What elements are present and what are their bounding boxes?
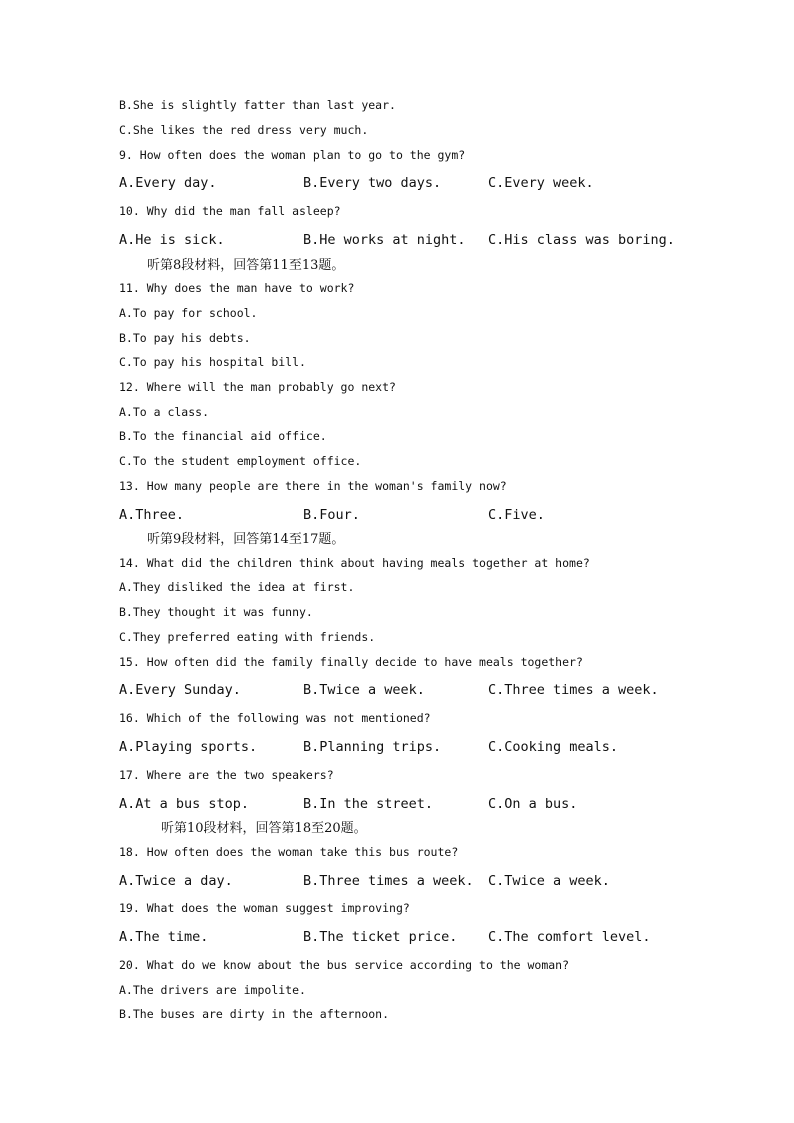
q20-option-a: A.The drivers are impolite.: [119, 983, 306, 997]
question-20: 20. What do we know about the bus service according to the woman?: [119, 958, 570, 972]
q11-option-c: C.To pay his hospital bill.: [119, 355, 306, 369]
q14-option-a: A.They disliked the idea at first.: [119, 580, 355, 594]
q17-option-b: B.In the street.: [303, 796, 434, 812]
question-10: 10. Why did the man fall asleep?: [119, 204, 341, 218]
q16-option-c: C.Cooking meals.: [488, 739, 619, 755]
question-16: 16. Which of the following was not mentioned?: [119, 711, 431, 725]
q15-option-c: C.Three times a week.: [488, 682, 659, 698]
q16-option-b: B.Planning trips.: [303, 739, 442, 755]
q20-option-b: B.The buses are dirty in the afternoon.: [119, 1007, 390, 1021]
q12-option-a: A.To a class.: [119, 405, 210, 419]
q16-option-a: A.Playing sports.: [119, 739, 258, 755]
q9-option-b: B.Every two days.: [303, 175, 442, 191]
question-12: 12. Where will the man probably go next?: [119, 380, 396, 394]
q10-option-a: A.He is sick.: [119, 232, 225, 248]
section-10-instruction: 听第10段材料，回答第18至20题。: [161, 821, 367, 836]
q13-option-c: C.Five.: [488, 507, 545, 523]
q19-option-c: C.The comfort level.: [488, 929, 651, 945]
q9-option-c: C.Every week.: [488, 175, 594, 191]
q19-option-a: A.The time.: [119, 929, 209, 945]
q13-option-b: B.Four.: [303, 507, 360, 523]
question-13: 13. How many people are there in the woman's family now?: [119, 479, 507, 493]
q11-option-a: A.To pay for school.: [119, 306, 258, 320]
q12-option-c: C.To the student employment office.: [119, 454, 362, 468]
q10-option-c: C.His class was boring.: [488, 232, 675, 248]
q18-option-a: A.Twice a day.: [119, 873, 233, 889]
question-9: 9. How often does the woman plan to go to the gym?: [119, 148, 466, 162]
question-14: 14. What did the children think about having meals together at home?: [119, 556, 590, 570]
q13-option-a: A.Three.: [119, 507, 185, 523]
q12-option-b: B.To the financial aid office.: [119, 429, 327, 443]
q14-option-b: B.They thought it was funny.: [119, 605, 313, 619]
q17-option-c: C.On a bus.: [488, 796, 578, 812]
question-18: 18. How often does the woman take this bus route?: [119, 845, 459, 859]
section-9-instruction: 听第9段材料，回答第14至17题。: [147, 532, 345, 547]
q19-option-b: B.The ticket price.: [303, 929, 458, 945]
q15-option-a: A.Every Sunday.: [119, 682, 241, 698]
question-19: 19. What does the woman suggest improving?: [119, 901, 410, 915]
q14-option-c: C.They preferred eating with friends.: [119, 630, 376, 644]
q17-option-a: A.At a bus stop.: [119, 796, 250, 812]
question-17: 17. Where are the two speakers?: [119, 768, 334, 782]
question-11: 11. Why does the man have to work?: [119, 281, 355, 295]
q11-option-b: B.To pay his debts.: [119, 331, 251, 345]
q8-option-c: C.She likes the red dress very much.: [119, 123, 369, 137]
q15-option-b: B.Twice a week.: [303, 682, 425, 698]
q9-option-a: A.Every day.: [119, 175, 217, 191]
question-15: 15. How often did the family finally decide to have meals together?: [119, 655, 583, 669]
q8-option-b: B.She is slightly fatter than last year.: [119, 98, 396, 112]
q18-option-c: C.Twice a week.: [488, 873, 610, 889]
section-8-instruction: 听第8段材料，回答第11至13题。: [147, 258, 345, 273]
q18-option-b: B.Three times a week.: [303, 873, 474, 889]
q10-option-b: B.He works at night.: [303, 232, 466, 248]
